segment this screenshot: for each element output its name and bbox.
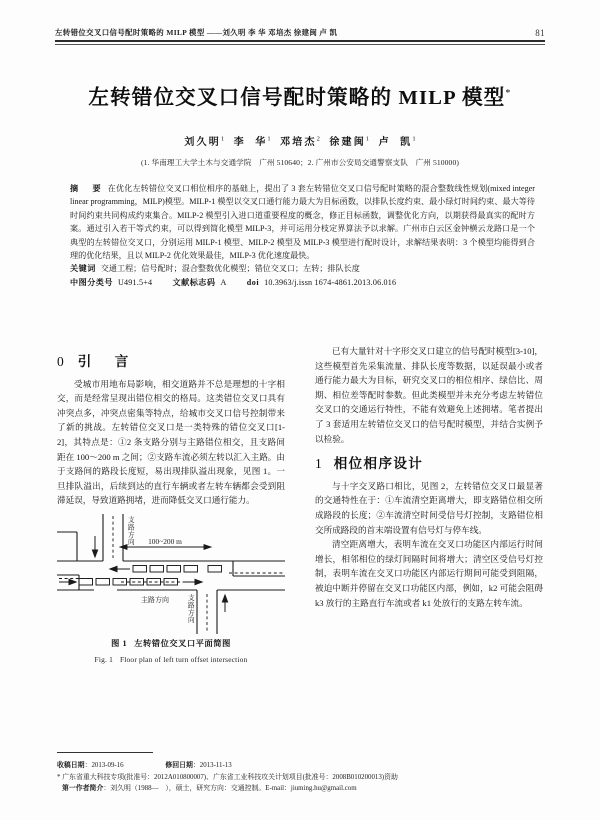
clc-segment — [70, 278, 152, 287]
column-left — [57, 344, 285, 668]
footnote-author-bio: 第一作者简介：刘久明（1988— ），硕士，研究方向：交通控制。E-mail：jiuming.hu@gmail.com — [62, 785, 357, 793]
clc-label: 中图分类号 — [70, 277, 113, 287]
doi-segment — [247, 278, 397, 287]
header-rule-thick — [55, 40, 545, 42]
figure-1-title-en: Floor plan of left turn offset intersection — [119, 655, 248, 665]
received-date: 收稿日期：2013-09-16 — [57, 762, 124, 769]
bio-text: 刘久明（1988— ），硕士，研究方向：交通控制。E-mail：jiuming.hu@gmail.com — [110, 785, 357, 793]
revised-date: 修回日期：2013-11-13 — [165, 762, 232, 769]
running-head-text: 左转错位交叉口信号配时策略的 MILP 模型 ——刘久明 李 华 邓培杰 徐建闽 卢 凯 — [55, 28, 338, 37]
header-rule-thin — [55, 44, 545, 45]
intro-paragraph-2: 已有大量针对十字形交叉口建立的信号配时模型[3-10]，这些模型首先采集流量、排队长度等数据，以延误最小或者通行能力最大为目标，研究交叉口的相位相序、绿信比、周期、相位差等配时参数。但此类模型并未充分考虑左转错位交叉口的交通运行特性，不能有效避免上述拥堵。笔者提出了 3 套适用左转错位交叉口的信号配时模型，并结合实例予以检验。 — [315, 346, 543, 444]
footnote-rule — [57, 752, 153, 753]
received-label: 收稿日期 — [57, 762, 85, 769]
doc-code-segment — [173, 278, 227, 287]
page-title-text: 左转错位交叉口信号配时策略的 MILP 模型 — [88, 87, 506, 109]
classification-line — [70, 276, 535, 289]
abstract-paragraph — [70, 182, 535, 262]
keywords-label: 关键词 — [70, 264, 96, 274]
abstract-text: 在优化左转错位交叉口相位相序的基础上，提出了 3 套左转错位交叉口信号配时策略的混合整数线性规划(mixed integer linear programming，MILP)模型。MILP-1 模型以交叉口通行能力最大为目标函数，以排队长度约束、最小绿灯时间约束、最大等待时间约束共同构成约束集合。MILP-2 模型引入进口道重要程度的概念，修正目标函数，调整优化方向，以期获得最真实的配时方案。通过引入若干等式约束，可以得到简化模型 MILP-3，并可运用分枝定界算法予以求解。广州市白云区金钟横云龙路口是一个典型的左转错位交叉口，分别运用 MILP-1 模型、MILP-2 模型及 MILP-3 模型进行配时设计，求解结果表明：3 个模型均能得到合理的优化结果，且以 MILP-2 优化效果最佳，MILP-3 优化速度最快。 — [70, 184, 535, 261]
keywords-line — [70, 262, 535, 275]
phase-design-paragraph-2: 清空距离增大，表明车流在交叉口功能区内部运行时间增长，相邻相位的绿灯间隔时间将增大；清空区受信号灯控制，表明车流在交叉口功能区内部运行期间可能受到阻隔，被迫中断并停留在交叉口功能区内部，例如，k2 可能会阻碍 k3 放行的主路直行车流或者 k1 处放行的支路左转车流。 — [315, 539, 543, 608]
figure-1-number-en: Fig. 1 — [94, 655, 113, 665]
figure-branch-label-bottom: 支路方向 — [188, 594, 195, 625]
section-number-intro: 0 — [57, 354, 65, 369]
section-title-intro: 引 言 — [77, 354, 134, 369]
author-list: 刘久明$^1$ 李 华$^1$ 邓培杰$^2$ 徐建闽$^1$ 卢 凯$^1$ — [184, 135, 416, 148]
keywords-text: 交通工程；信号配时；混合整数优化模型；错位交叉口；左转；排队长度 — [100, 264, 360, 274]
figure-1-title-cn: 左转错位交叉口平面简图 — [134, 638, 231, 648]
doi-value: 10.3963/j.issn 1674-4861.2013.06.016 — [264, 277, 397, 287]
section-heading-phase-design — [315, 457, 543, 472]
bio-label: 第一作者简介 — [62, 785, 104, 793]
received-value: 2013-09-16 — [91, 762, 124, 769]
intro-paragraph-1: 受城市用地布局影响，相交道路并不总是理想的十字相交，而是经常呈现出错位相交的格局。这类错位交叉口具有冲突点多，冲突点密集等特点，给城市交叉口信号控制带来了新的挑战。左转错位交叉口是一类特殊的错位交叉口[1-2]，其特点是：①2 条支路分别与主路错位相交，且支路间距在 100～200 m 之间；②支路车流必须左转以汇入主路。由于支路间的路段长度短，易出现排队溢出现象，见图 1。一旦排队溢出，后续到达的直行车辆或者左转车辆都会受到阻滞延误，导致道路拥堵，进而降低交叉口通行能力。 — [57, 378, 285, 506]
section-title-phase-design: 相位相序设计 — [333, 456, 424, 472]
title-footnote-mark: * — [505, 88, 512, 100]
figure-distance-label: 100~200 m — [148, 536, 182, 546]
phase-design-paragraph-1: 与十字交叉路口相比，见图 2，左转错位交叉口最显著的交通特性在于：①车流清空距离增大，即支路错位相交所成路段的长度；②车流清空时间受信号灯控制，支路错位相交所成路段的首末端设置有信号灯与停车线。 — [315, 480, 543, 535]
column-right — [315, 344, 543, 610]
figure-branch-label-top: 支路方向 — [128, 516, 135, 547]
page-number: 81 — [535, 28, 545, 38]
intersection-diagram-svg — [57, 514, 285, 634]
abstract-block — [70, 182, 535, 289]
doc-code-value: A — [220, 277, 227, 287]
figure-1 — [57, 514, 285, 668]
footnote-block — [57, 760, 547, 795]
footnote-dates — [57, 760, 547, 772]
page-title — [0, 80, 600, 110]
abstract-label: 摘 要 — [70, 184, 104, 193]
figure-1-caption-en — [57, 653, 285, 668]
doc-code-label: 文献标志码 — [172, 277, 216, 287]
running-head — [55, 27, 545, 38]
clc-value: U491.5+4 — [117, 277, 153, 287]
affiliation: (1. 华南理工大学土木与交通学院 广州 510640；2. 广州市公安局交通警察支队 广州 510000) — [140, 158, 459, 167]
section-heading-intro — [57, 355, 285, 370]
figure-1-caption-cn — [57, 637, 285, 652]
footnote-funding: * 广东省重大科技专项(批准号：2012A010800007)、广东省工业科技攻关计划项目(批准号：2008B010200013)资助 — [57, 773, 398, 781]
revised-value: 2013-11-13 — [199, 762, 232, 769]
figure-main-road-label: 主路方向 — [141, 596, 169, 604]
figure-1-number-cn: 图 1 — [111, 638, 128, 648]
section-number-phase-design: 1 — [315, 456, 323, 472]
figure-1-graphic — [57, 514, 285, 634]
revised-label: 修回日期 — [165, 762, 193, 769]
doi-label: doi — [246, 277, 260, 287]
